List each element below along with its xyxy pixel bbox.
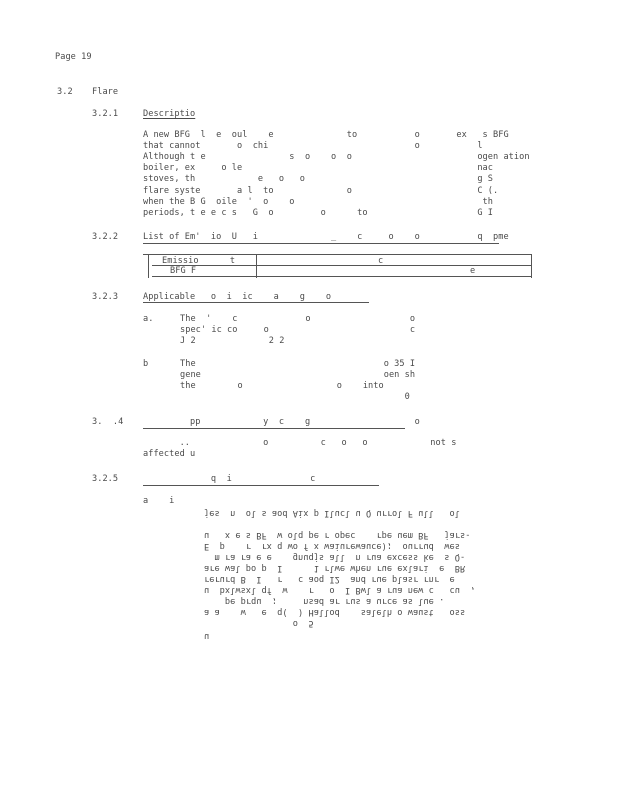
list-item-label: a i bbox=[143, 496, 175, 506]
subsection-number-321: 3.2.1 bbox=[92, 109, 119, 119]
table-cell: e bbox=[470, 266, 476, 276]
mirrored-line: E p r rx q wo f x waiurewauce); ourrud wes bbox=[204, 541, 460, 551]
paragraph-line: flare syste a l to o C (. bbox=[143, 186, 499, 196]
table-header-cell: Emissio t bbox=[162, 256, 236, 266]
subsection-heading-322: List of Em' io U i _ c o o q pme bbox=[143, 232, 509, 242]
subsection-heading-323: Applicable o i ic a g o bbox=[143, 292, 332, 302]
list-item-line: the o o into bbox=[180, 381, 384, 391]
subsection-number-325: 3.2.5 bbox=[92, 474, 119, 484]
table-cell: BFG F bbox=[170, 266, 197, 276]
table-right-border bbox=[531, 254, 532, 278]
list-item-line: gene oen sh bbox=[180, 370, 416, 380]
section-number: 3.2 bbox=[57, 87, 73, 97]
list-item-line: 0 bbox=[180, 392, 410, 402]
list-item-line: The ' c o o bbox=[180, 314, 416, 324]
mirrored-line: are wal po p I 1 rlwe when rue exlari e BR bbox=[204, 563, 466, 573]
heading-underline bbox=[143, 302, 369, 303]
list-item-line: The o 35 I bbox=[180, 359, 416, 369]
page-number: Page 19 bbox=[55, 52, 92, 62]
subsection-number-322: 3.2.2 bbox=[92, 232, 119, 242]
table-top-border bbox=[143, 254, 532, 255]
table-column-divider bbox=[256, 254, 257, 278]
paragraph-line: stoves, th e o o g S bbox=[143, 174, 493, 184]
mirrored-line: a a w e q( ) Hallod salelh o waust oss bbox=[204, 607, 466, 617]
mirrored-line: jes n ol s aod Aix p Ilucl u Q urrol F ull ol bbox=[204, 508, 460, 518]
paragraph-line: periods, t e e c s G o o to G I bbox=[143, 208, 493, 218]
mirrored-line: rerurd B I r c aoq I2 and rue plasr rnr e bbox=[204, 574, 455, 584]
mirrored-line: m ra ra e e gnuqjs all n rua excess ke s Q- bbox=[204, 552, 466, 562]
list-item-label: b bbox=[143, 359, 149, 369]
paragraph-line: affected u bbox=[143, 449, 196, 459]
subsection-heading-325: q i c bbox=[143, 474, 316, 484]
subsection-heading-321: Descriptio bbox=[143, 109, 196, 119]
table-left-border bbox=[148, 254, 149, 278]
mirrored-line: u x e s BF w olq pe r opec rpe uem BF jars- bbox=[204, 530, 471, 540]
list-item-line: spec' ic co o c bbox=[180, 325, 416, 335]
heading-underline bbox=[143, 428, 405, 429]
paragraph-line: A new BFG l e oul e to o ex s BFG bbox=[143, 130, 509, 140]
paragraph-line: when the B G oile ' o o th bbox=[143, 197, 493, 207]
heading-underline bbox=[143, 485, 379, 486]
list-item-line: J 2 2 2 bbox=[180, 336, 285, 346]
mirrored-line: o 5 bbox=[204, 618, 314, 628]
paragraph-line: .. o c o o not s bbox=[143, 438, 457, 448]
list-item-label: a. bbox=[143, 314, 154, 324]
subsection-number-323: 3.2.3 bbox=[92, 292, 119, 302]
paragraph-line: Although t e s o o o ogen ation bbox=[143, 152, 530, 162]
mirrored-line: u bbox=[204, 631, 210, 641]
section-title: Flare bbox=[92, 87, 119, 97]
table-header-cell: c bbox=[378, 256, 384, 266]
subsection-heading-324: pp y c g o bbox=[143, 417, 420, 427]
heading-underline bbox=[143, 243, 499, 244]
mirrored-line: pe prqu ; nsad ar rus a urce as lue . bbox=[204, 596, 445, 606]
subsection-number-324: 3. .4 bbox=[92, 417, 124, 427]
paragraph-line: that cannot o chi o l bbox=[143, 141, 483, 151]
paragraph-line: boiler, ex o le nac bbox=[143, 163, 493, 173]
mirrored-line: u bxlwsxl qf w r o I Bwl a rua new c cu , bbox=[204, 585, 476, 595]
